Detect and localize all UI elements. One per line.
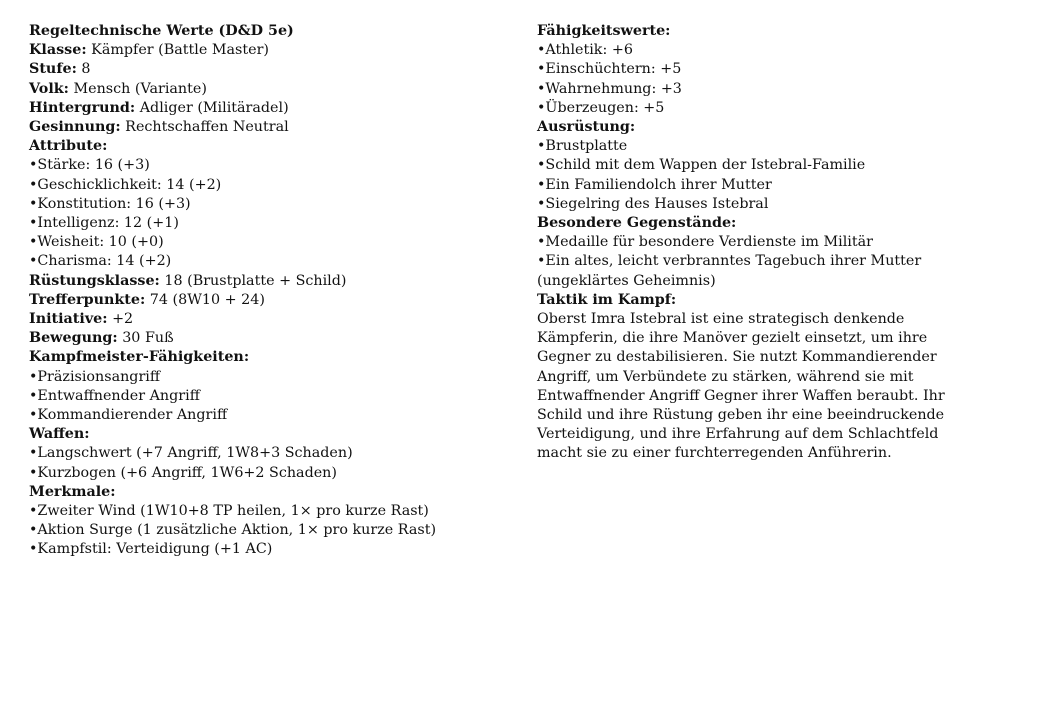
section-heading-skills: Fähigkeitswerte: — [537, 23, 671, 39]
section-heading-features: Merkmale: — [29, 483, 116, 500]
tactics-line: Verteidigung, und ihre Erfahrung auf dem Schlachtfeld — [537, 426, 939, 443]
tactics-line: Schild und ihre Rüstung geben ihr eine beeindruckende — [537, 407, 945, 424]
feature-item: •Aktion Surge (1 zusätzliche Aktion, 1× pro kurze Rast) — [29, 522, 437, 539]
stat-label: Rüstungsklasse: — [29, 272, 160, 289]
maneuver-item: •Entwaffnender Angriff — [29, 387, 200, 404]
maneuver-item: •Kommandierender Angriff — [29, 407, 228, 424]
field-value: Adliger (Militäradel) — [135, 99, 289, 116]
field-level — [29, 60, 499, 79]
tactics-line: macht sie zu einer furchterregenden Anführerin. — [537, 445, 892, 462]
stat-label: Bewegung: — [29, 330, 118, 347]
attribute-item: •Geschicklichkeit: 14 (+2) — [29, 176, 222, 193]
special-item: •Ein altes, leicht verbranntes Tagebuch ihrer Mutter — [537, 253, 922, 270]
field-background — [29, 99, 499, 118]
left-column — [29, 22, 499, 560]
skill-item: •Athletik: +6 — [537, 42, 633, 59]
stat-value: +2 — [107, 311, 134, 328]
attribute-item: •Intelligenz: 12 (+1) — [29, 215, 179, 232]
stat-value: 18 (Brustplatte + Schild) — [159, 272, 347, 289]
stat-value: 74 (8W10 + 24) — [145, 291, 265, 308]
section-heading-equipment: Ausrüstung: — [537, 119, 636, 136]
field-value: Mensch (Variante) — [68, 80, 207, 97]
weapon-item: •Kurzbogen (+6 Angriff, 1W6+2 Schaden) — [29, 464, 337, 481]
stat-label: Trefferpunkte: — [29, 291, 146, 308]
feature-item: •Kampfstil: Verteidigung (+1 AC) — [29, 541, 273, 558]
attribute-item: •Charisma: 14 (+2) — [29, 253, 172, 270]
section-heading-maneuvers: Kampfmeister-Fähigkeiten: — [29, 349, 250, 366]
section-heading-tactics: Taktik im Kampf: — [537, 291, 677, 308]
tactics-line: Kämpferin, die ihre Manöver gezielt einsetzt, um ihre — [537, 330, 928, 347]
field-label: Volk: — [29, 80, 69, 97]
special-item: •Medaille für besondere Verdienste im Militär — [537, 234, 873, 251]
field-value: Rechtschaffen Neutral — [120, 119, 289, 136]
skill-item: •Wahrnehmung: +3 — [537, 80, 682, 97]
equipment-item: •Siegelring des Hauses Istebral — [537, 195, 769, 212]
field-label: Stufe: — [29, 61, 77, 78]
field-label: Klasse: — [29, 42, 87, 59]
field-race — [29, 80, 499, 99]
weapon-item: •Langschwert (+7 Angriff, 1W8+3 Schaden) — [29, 445, 353, 462]
skill-item: •Einschüchtern: +5 — [537, 61, 682, 78]
section-heading-attributes: Attribute: — [29, 138, 108, 155]
equipment-item: •Schild mit dem Wappen der Istebral-Familie — [537, 157, 866, 174]
skill-item: •Überzeugen: +5 — [537, 99, 665, 116]
stat-initiative — [29, 310, 499, 329]
equipment-item: •Ein Familiendolch ihrer Mutter — [537, 176, 772, 193]
special-item-continuation: (ungeklärtes Geheimnis) — [537, 272, 716, 289]
stat-speed — [29, 329, 499, 348]
feature-item: •Zweiter Wind (1W10+8 TP heilen, 1× pro kurze Rast) — [29, 503, 429, 520]
tactics-line: Gegner zu destabilisieren. Sie nutzt Kommandierender — [537, 349, 937, 366]
stat-hit-points — [29, 291, 499, 310]
field-alignment — [29, 118, 499, 137]
attribute-item: •Stärke: 16 (+3) — [29, 157, 150, 174]
section-heading-weapons: Waffen: — [29, 426, 90, 443]
tactics-line: Entwaffnender Angriff Gegner ihrer Waffen beraubt. Ihr — [537, 387, 945, 404]
equipment-item: •Brustplatte — [537, 138, 628, 155]
field-class — [29, 41, 499, 60]
attribute-item: •Weisheit: 10 (+0) — [29, 234, 164, 251]
field-value: 8 — [76, 61, 91, 78]
field-label: Hintergrund: — [29, 99, 136, 116]
field-value: Kämpfer (Battle Master) — [86, 42, 269, 59]
field-label: Gesinnung: — [29, 119, 121, 136]
attribute-item: •Konstitution: 16 (+3) — [29, 195, 191, 212]
tactics-line: Oberst Imra Istebral ist eine strategisch denkende — [537, 311, 905, 328]
maneuver-item: •Präzisionsangriff — [29, 368, 161, 385]
stat-value: 30 Fuß — [117, 330, 174, 347]
section-heading-special-items: Besondere Gegenstände: — [537, 215, 737, 232]
stat-armor-class — [29, 272, 499, 291]
stat-label: Initiative: — [29, 311, 108, 328]
right-column — [537, 22, 987, 464]
section-heading-rules: Regeltechnische Werte (D&D 5e) — [29, 23, 294, 39]
tactics-line: Angriff, um Verbündete zu stärken, während sie mit — [537, 368, 914, 385]
